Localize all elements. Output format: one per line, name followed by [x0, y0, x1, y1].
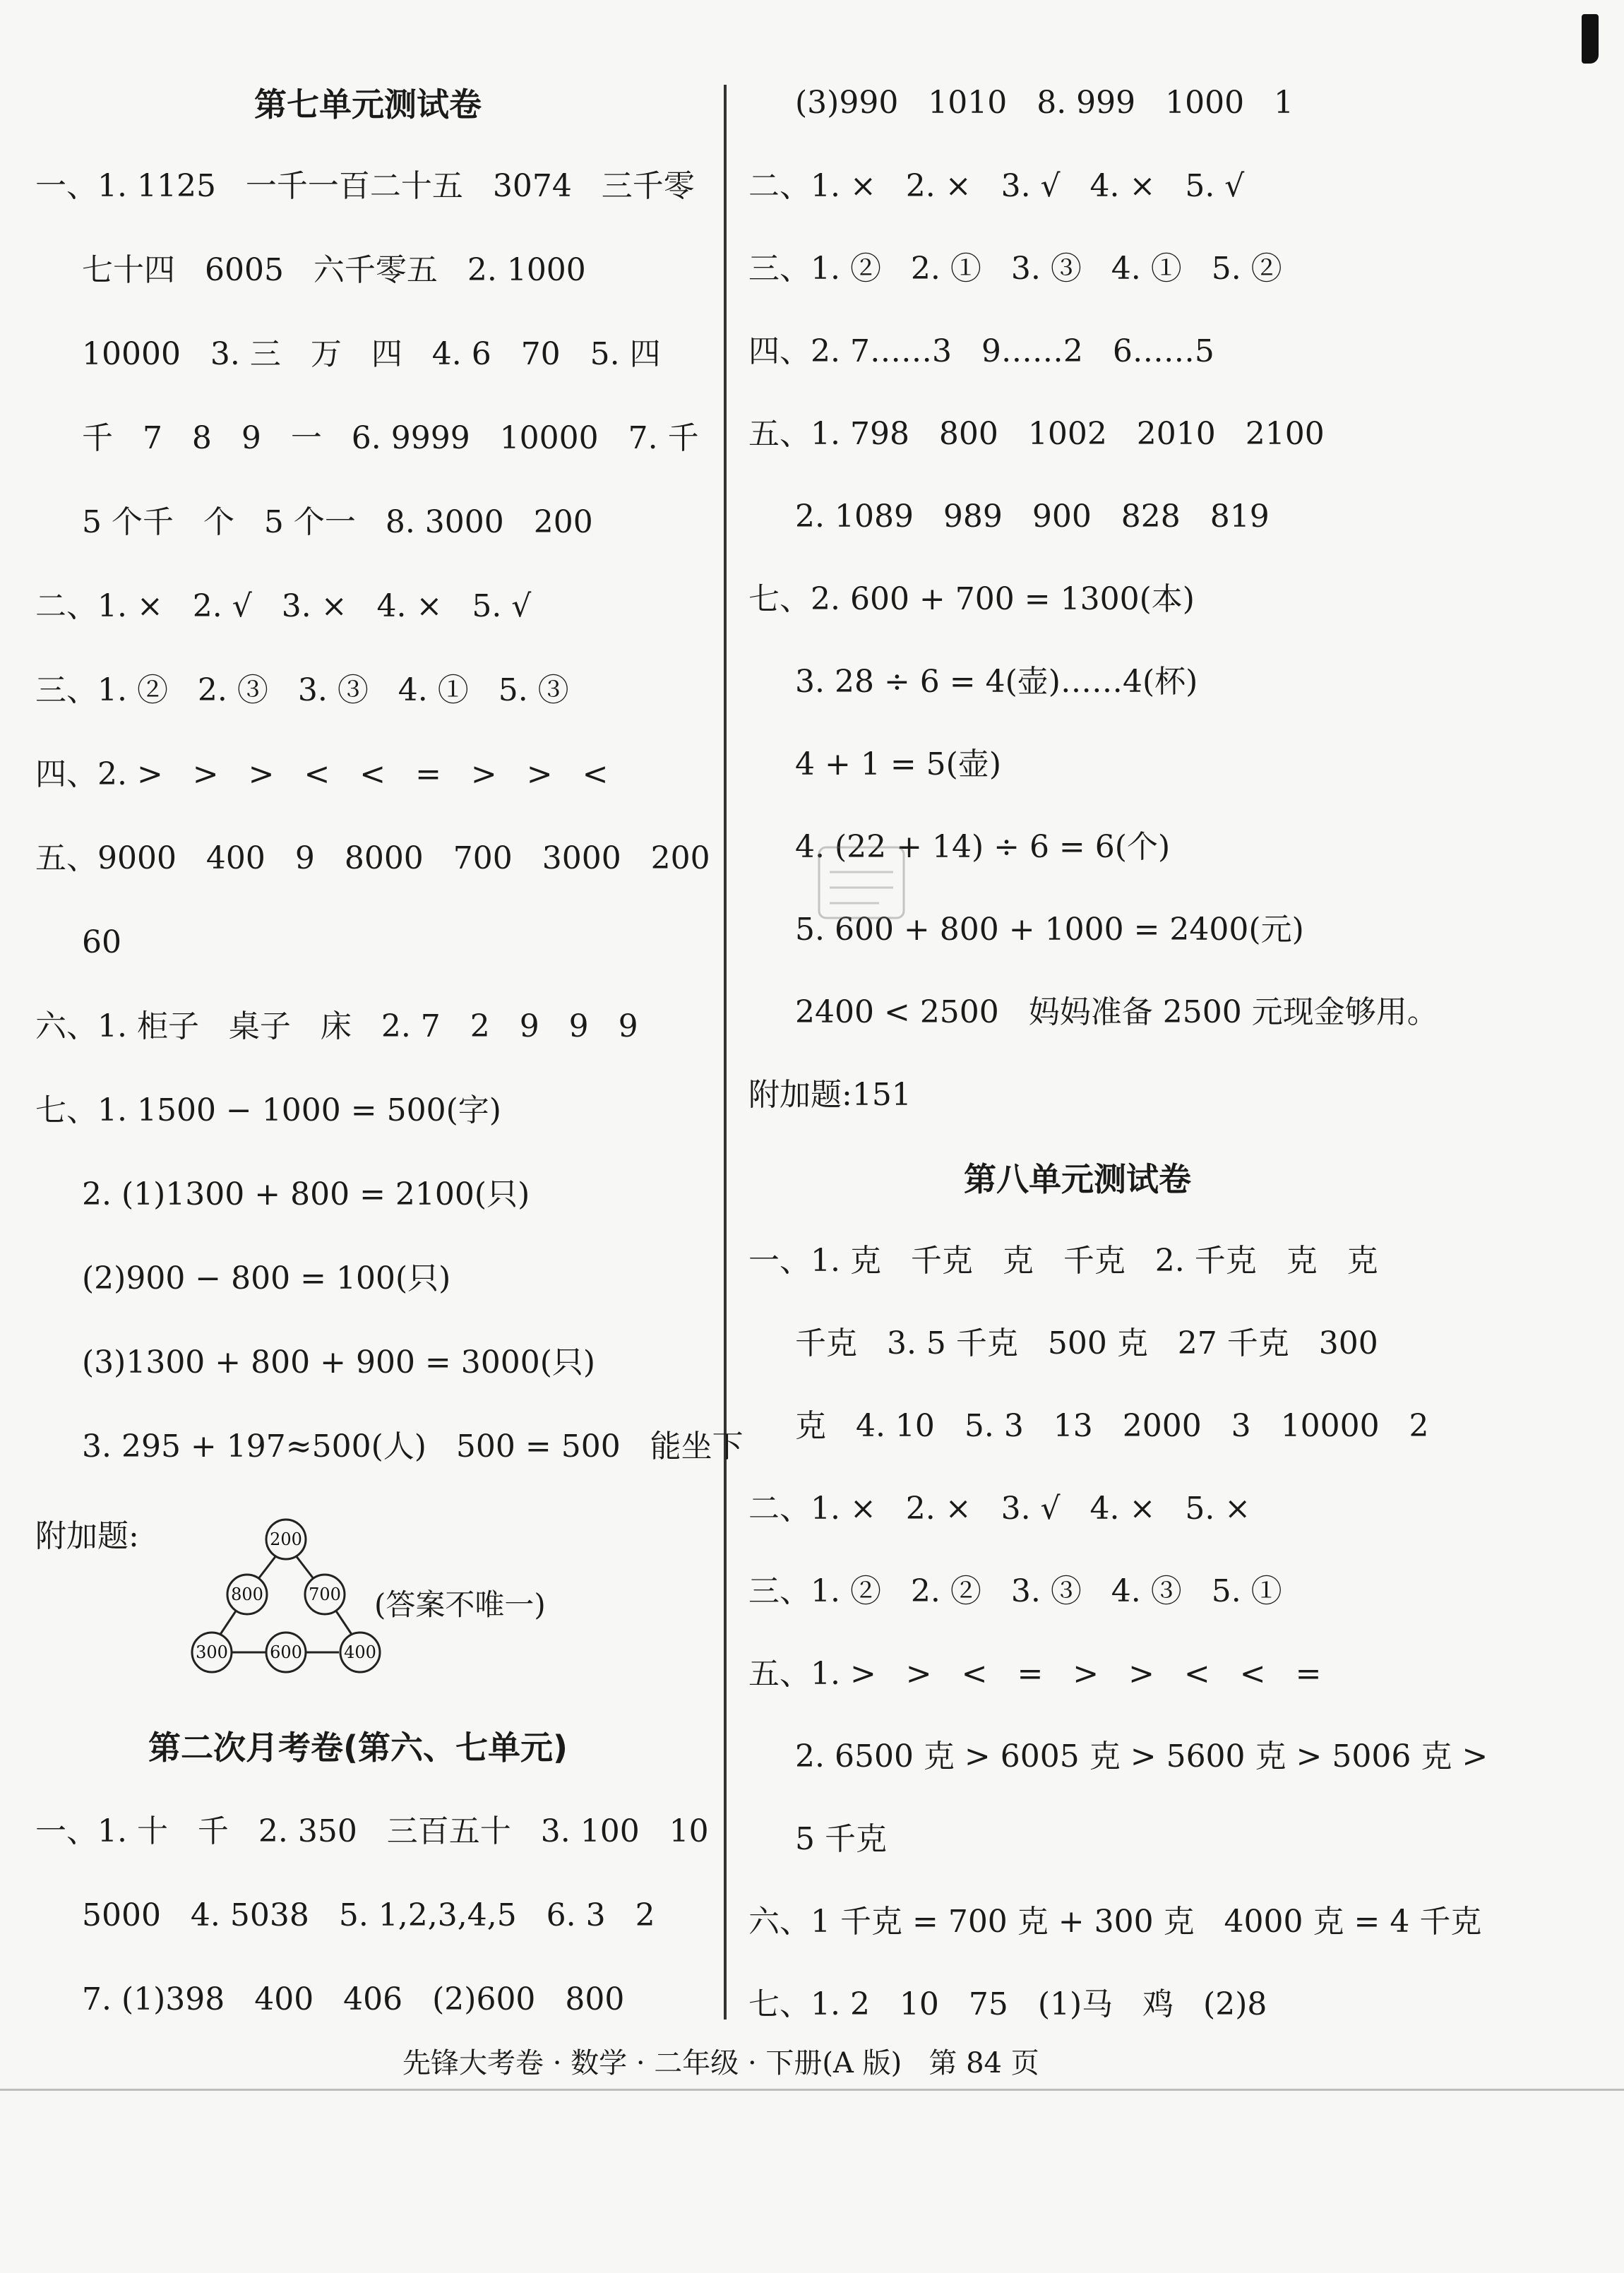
answer-line: 2. 6500 克 > 6005 克 > 5600 克 > 5006 克 >	[795, 1738, 1488, 1774]
answer-line: 六、1 千克 = 700 克 + 300 克 4000 克 = 4 千克	[748, 1904, 1482, 1940]
tree-node-bottom-left: 300	[196, 1642, 228, 1662]
answer-line: 7. (1)398 400 406 (2)600 800	[82, 1981, 625, 2017]
page-footer: 先锋大考卷 · 数学 · 二年级 · 下册(A 版) 第 84 页	[402, 2047, 1039, 2080]
answer-line: 四、2. 7……3 9……2 6……5	[748, 333, 1214, 369]
section-heading-unit8: 第八单元测试卷	[964, 1160, 1191, 1198]
answer-line: (3)1300 + 800 + 900 = 3000(只)	[82, 1344, 596, 1380]
watermark-stamp	[816, 844, 907, 921]
extra-question-answer: 附加题:151	[748, 1077, 912, 1113]
answer-line: 3. 28 ÷ 6 = 4(壶)……4(杯)	[795, 664, 1198, 700]
answer-line: 七、2. 600 + 700 = 1300(本)	[748, 581, 1195, 617]
tree-node-top: 200	[270, 1529, 302, 1549]
answer-line: 千 7 8 9 一 6. 9999 10000 7. 千	[82, 420, 699, 456]
answer-line: 千克 3. 5 千克 500 克 27 千克 300	[795, 1325, 1378, 1361]
answer-line: 七、1. 2 10 75 (1)马 鸡 (2)8	[748, 1986, 1267, 2022]
answer-line: 三、1. ② 2. ② 3. ③ 4. ③ 5. ①	[748, 1573, 1282, 1609]
answer-line: (2)900 − 800 = 100(只)	[82, 1260, 451, 1296]
corner-mark	[1582, 14, 1599, 64]
answer-line: 5 千克	[795, 1821, 887, 1857]
answer-line: 2. 1089 989 900 828 819	[795, 499, 1270, 535]
tree-node-mid-left: 800	[231, 1585, 263, 1604]
answer-line: 5 个千 个 5 个一 8. 3000 200	[82, 504, 593, 540]
answer-line: 六、1. 柜子 桌子 床 2. 7 2 9 9 9	[35, 1008, 638, 1044]
answer-line: 四、2. > > > < < = > > <	[35, 756, 609, 792]
answer-line: 2. (1)1300 + 800 = 2100(只)	[82, 1176, 530, 1212]
section-heading-unit7: 第七单元测试卷	[254, 85, 482, 124]
answer-line: 5. 600 + 800 + 1000 = 2400(元)	[795, 912, 1304, 948]
answer-line: 4 + 1 = 5(壶)	[795, 746, 1001, 782]
tree-node-mid-right: 700	[309, 1585, 341, 1604]
answer-line: 二、1. × 2. √ 3. × 4. × 5. √	[35, 588, 532, 624]
answer-line: 4. (22 + 14) ÷ 6 = 6(个)	[795, 829, 1171, 865]
answer-not-unique-note: (答案不唯一)	[374, 1587, 546, 1622]
number-triangle-diagram	[177, 1511, 402, 1681]
answer-line: 一、1. 十 千 2. 350 三百五十 3. 100 10	[35, 1813, 709, 1849]
answer-line: 2400 < 2500 妈妈准备 2500 元现金够用。	[795, 994, 1438, 1030]
answer-line: 二、1. × 2. × 3. √ 4. × 5. ×	[748, 1491, 1251, 1527]
column-divider	[724, 85, 727, 2020]
answer-line: 五、1. 798 800 1002 2010 2100	[748, 416, 1325, 452]
answer-line: (3)990 1010 8. 999 1000 1	[795, 85, 1294, 121]
answer-line: 七、1. 1500 − 1000 = 500(字)	[35, 1092, 501, 1128]
answer-line: 五、9000 400 9 8000 700 3000 200	[35, 840, 710, 876]
answer-line: 五、1. > > < = > > < < =	[748, 1656, 1322, 1692]
answer-line: 克 4. 10 5. 3 13 2000 3 10000 2	[795, 1408, 1429, 1444]
footer-rule	[0, 2089, 1624, 2091]
tree-node-bottom-mid: 600	[270, 1642, 302, 1662]
answer-line: 七十四 6005 六千零五 2. 1000	[82, 252, 586, 288]
answer-line: 三、1. ② 2. ① 3. ③ 4. ① 5. ②	[748, 251, 1282, 287]
answer-line: 一、1. 1125 一千一百二十五 3074 三千零	[35, 168, 695, 204]
section-heading-monthly-exam: 第二次月考卷(第六、七单元)	[148, 1729, 568, 1767]
extra-question-label: 附加题:	[35, 1518, 139, 1554]
answer-line: 3. 295 + 197≈500(人) 500 = 500 能坐下	[82, 1428, 744, 1464]
answer-line: 60	[82, 924, 121, 960]
answer-line: 10000 3. 三 万 四 4. 6 70 5. 四	[82, 336, 661, 372]
answer-line: 二、1. × 2. × 3. √ 4. × 5. √	[748, 168, 1245, 204]
answer-line: 一、1. 克 千克 克 千克 2. 千克 克 克	[748, 1243, 1378, 1279]
answer-line: 三、1. ② 2. ③ 3. ③ 4. ① 5. ③	[35, 672, 569, 708]
answer-line: 5000 4. 5038 5. 1,2,3,4,5 6. 3 2	[82, 1897, 655, 1933]
tree-node-bottom-right: 400	[344, 1642, 376, 1662]
